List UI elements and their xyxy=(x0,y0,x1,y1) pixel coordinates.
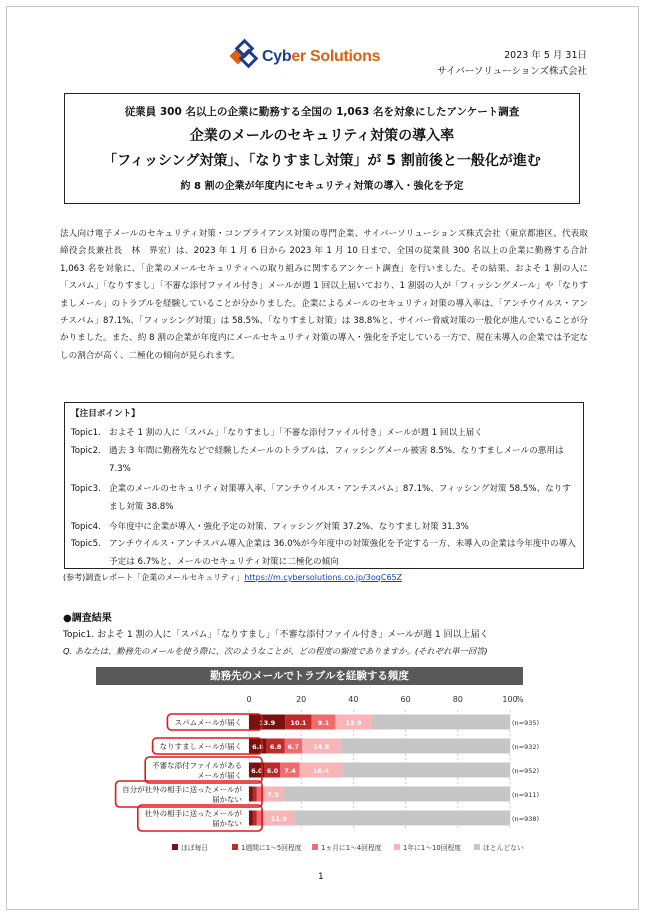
data-label: 6.8 xyxy=(269,743,282,751)
data-label: 6.7 xyxy=(287,743,299,751)
x-unit-label: % xyxy=(516,695,524,704)
category-label: 社外の相手に送ったメールが xyxy=(144,809,242,818)
legend-label: 1週間に1～5回程度 xyxy=(241,844,302,852)
data-label: 7.5 xyxy=(267,791,279,799)
data-label: 14.8 xyxy=(313,743,330,751)
x-tick-label: 20 xyxy=(296,695,307,704)
legend-swatch xyxy=(474,844,480,850)
data-label: 13.9 xyxy=(259,719,276,727)
point-label: Topic3. xyxy=(71,484,101,494)
legend-swatch xyxy=(394,844,400,850)
point-text: 今年度中に企業が導入・強化予定の対策、フィッシング対策 37.2%、なりすまし対策 31.3% xyxy=(109,522,469,532)
category-label: なりすましメールが届く xyxy=(159,742,242,751)
reference-label: (参考)調査レポート「企業のメールセキュリティ」 xyxy=(63,573,245,582)
logo-text-a: Cyb xyxy=(262,48,292,65)
title-line-2: 企業のメールのセキュリティ対策の導入率 xyxy=(189,128,455,144)
category-label: メールが届く xyxy=(197,771,242,780)
point-text: 過去 3 年間に勤務先などで経験したメールのトラブルは、フィッシングメール被害 8.5%、なりすましメールの悪用は 7.3% xyxy=(109,446,564,474)
data-label: 6.8 xyxy=(252,743,264,751)
legend-label: 1年に1～10回程度 xyxy=(403,844,462,852)
reference-link[interactable]: https://m.cybersolutions.co.jp/3oqC65Z xyxy=(244,573,403,582)
data-label: 11.9 xyxy=(270,815,287,823)
legend-swatch xyxy=(312,844,318,850)
bar-segment xyxy=(372,715,510,730)
data-label: 6.0 xyxy=(251,767,263,775)
logo-text-b: er Solutions xyxy=(291,48,381,65)
key-points-heading: 【注目ポイント】 xyxy=(71,409,140,419)
release-date: 2023 年 5 月 31日 xyxy=(504,50,587,61)
legend-label: ほとんどない xyxy=(483,844,524,852)
n-label: (n=911) xyxy=(512,791,540,799)
category-label: 届かない xyxy=(212,795,242,804)
page-number: 1 xyxy=(318,872,324,882)
point-text: およそ 1 割の人に「スパム」「なりすまし」「不審な添付ファイル付き」メールが週 1 回以上届く xyxy=(109,428,483,438)
data-label: 9.1 xyxy=(317,719,330,727)
n-label: (n=952) xyxy=(512,767,540,775)
category-label: スパムメールが届く xyxy=(174,718,242,727)
bar-segment xyxy=(253,787,257,802)
legend-swatch xyxy=(232,844,238,850)
x-tick-label: 100 xyxy=(502,695,518,704)
category-label: 不審な添付ファイルがある xyxy=(152,761,242,770)
point-text: 企業のメールのセキュリティ対策導入率、「アンチウイルス・アンチスパム」87.1%、フィッシング対策 58.5%、なりすまし対策 38.8% xyxy=(109,484,571,512)
x-tick-label: 80 xyxy=(452,695,463,704)
n-label: (n=938) xyxy=(512,815,540,823)
data-label: 13.9 xyxy=(345,719,362,727)
company-name: サイバーソリューションズ株式会社 xyxy=(437,66,587,77)
survey-question: Q. あなたは、勤務先のメールを使う際に、次のようなことが、どの程度の頻度でありますか。(それぞれ単一回答) xyxy=(63,646,488,656)
n-label: (n=935) xyxy=(512,719,540,727)
legend-label: ほぼ毎日 xyxy=(181,844,209,852)
point-text: アンチウイルス・アンチスパム導入企業は 36.0%が今年度中の対策強化を予定する一方、未導入の企業は今年度中の導入予定は 6.7%と、メールのセキュリティ対策に二極化の傾向 xyxy=(109,539,576,567)
data-label: 6.0 xyxy=(266,767,279,775)
bar-segment xyxy=(249,811,253,826)
bar-segment xyxy=(283,787,510,802)
bar-segment xyxy=(253,811,257,826)
x-tick-label: 40 xyxy=(348,695,359,704)
x-tick-label: 60 xyxy=(400,695,411,704)
results-topic: Topic1. およそ 1 割の人に「スパム」「なりすまし」「不審な添付ファイル付き」メールが週 1 回以上届く xyxy=(63,630,489,640)
intro-paragraph: 法人向け電子メールのセキュリティ対策・コンプライアンス対策の専門企業、サイバーソリューションズ株式会社（東京都港区、代表取締役会長兼社長 林 界宏）は、2023 年 1 月 6 日から 2023 年 1 月 10 日まで、全国の従業員 300 名以上の企業に勤務する合計 1,063 名を対象に、「企業のメールセキュリティへの取り組みに関するアンケート調査」を行いました。その結果、およそ 1 割の人に「スパム」「なりすまし」「不審な添付ファイル付き」メールが週 1 回以上届いており、1 割弱の人が「フィッシングメール」や「なりすましメール」のトラブルを経験していることが分かりました。企業によるメールのセキュリティ対策の導入率は、「アンチウイルス・アンチスパム」87.1%、「フィッシング対策」は 58.5%、「なりすまし対策」は 38.8%と、サイバー脅威対策の一般化が進んでいることが分かりました。また、約 8 割の企業が年度内にメールセキュリティ対策の導入・強化を予定している一方で、現在未導入の企業では予定なしの割合が高く、二極化の傾向が見られます。 xyxy=(60,229,588,361)
n-label: (n=932) xyxy=(512,743,540,751)
results-heading: ●調査結果 xyxy=(63,613,112,624)
legend-label: 1ヵ月に1～4回程度 xyxy=(321,844,382,852)
title-line-1: 従業員 300 名以上の企業に勤務する全国の 1,063 名を対象にしたアンケート調査 xyxy=(124,106,520,118)
chart-title: 勤務先のメールでトラブルを経験する頻度 xyxy=(96,667,523,685)
bar-segment xyxy=(342,763,510,778)
category-label: 自分が社外の相手に送ったメールが xyxy=(122,785,242,794)
data-label: 16.4 xyxy=(313,767,330,775)
x-tick-label: 0 xyxy=(246,695,252,704)
bar-segment xyxy=(249,787,253,802)
data-label: 7.4 xyxy=(284,767,296,775)
title-line-4: 約 8 割の企業が年度内にセキュリティ対策の導入・強化を予定 xyxy=(180,181,464,192)
point-label: Topic2. xyxy=(71,446,101,456)
category-label: 届かない xyxy=(212,819,242,828)
point-label: Topic4. xyxy=(71,522,101,532)
point-label: Topic1. xyxy=(71,428,101,438)
point-label: Topic5. xyxy=(71,539,101,549)
legend-swatch xyxy=(172,844,178,850)
title-line-3: 「フィッシング対策」、「なりすまし対策」が 5 割前後と一般化が進む xyxy=(103,153,541,169)
data-label: 10.1 xyxy=(290,719,307,727)
bar-segment xyxy=(294,811,510,826)
bar-segment xyxy=(341,739,510,754)
